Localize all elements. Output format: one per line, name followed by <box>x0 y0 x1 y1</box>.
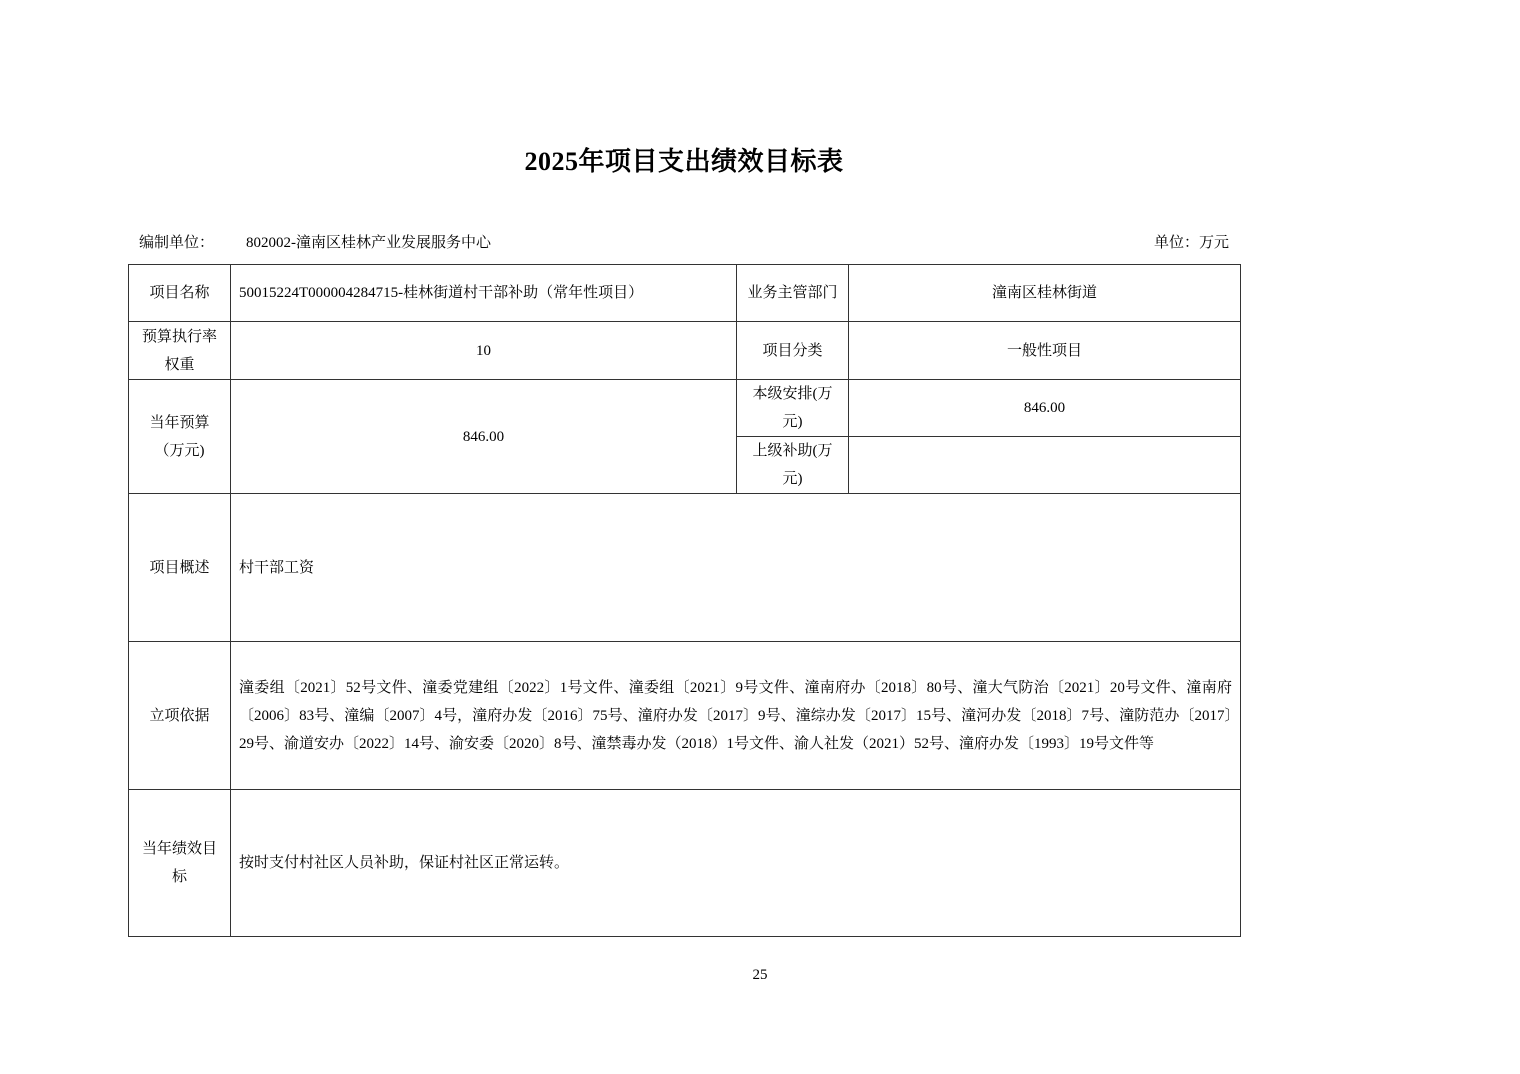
table-row <box>129 380 1241 437</box>
table-row <box>129 322 1241 380</box>
org-value: 802002-潼南区桂林产业发展服务中心 <box>246 235 492 251</box>
org-line <box>139 231 491 252</box>
budget-label: 当年预算（万元) <box>129 380 231 494</box>
overview-value: 村干部工资 <box>231 494 1241 642</box>
upper-value <box>849 437 1241 494</box>
unit-label: 单位：万元 <box>1153 235 1229 251</box>
performance-target-table <box>128 264 1241 937</box>
org-label: 编制单位： <box>139 235 215 251</box>
table-row <box>129 265 1241 322</box>
category-label: 项目分类 <box>737 322 849 380</box>
table-row <box>129 790 1241 937</box>
goal-label: 当年绩效目标 <box>129 790 231 937</box>
basis-value: 潼委组〔2021〕52号文件、潼委党建组〔2022〕1号文件、潼委组〔2021〕9号文件、潼南府办〔2018〕80号、潼大气防治〔2021〕20号文件、潼南府〔2006〕83号、潼编〔2007〕4号，潼府办发〔2016〕75号、潼府办发〔2017〕9号、潼综办发〔2017〕15号、潼河办发〔2018〕7号、潼防范办〔2017〕29号、渝道安办〔2022〕14号、渝安委〔2020〕8号、潼禁毒办发（2018）1号文件、渝人社发（2021）52号、潼府办发〔1993〕19号文件等 <box>231 642 1241 790</box>
page-title: 2025年项目支出绩效目标表 <box>524 147 844 176</box>
dept-value: 潼南区桂林街道 <box>849 265 1241 322</box>
overview-label: 项目概述 <box>129 494 231 642</box>
exec-weight-label: 预算执行率权重 <box>129 322 231 380</box>
table-row <box>129 642 1241 790</box>
project-name-label: 项目名称 <box>129 265 231 322</box>
page-number: 25 <box>752 967 768 983</box>
category-value: 一般性项目 <box>849 322 1241 380</box>
dept-label: 业务主管部门 <box>737 265 849 322</box>
goal-value: 按时支付村社区人员补助，保证村社区正常运转。 <box>231 790 1241 937</box>
upper-label: 上级补助(万元) <box>737 437 849 494</box>
local-value: 846.00 <box>849 380 1241 437</box>
table-row <box>129 494 1241 642</box>
budget-value: 846.00 <box>231 380 737 494</box>
local-label: 本级安排(万元) <box>737 380 849 437</box>
project-name-value: 50015224T000004284715-桂林街道村干部补助（常年性项目） <box>231 265 737 322</box>
basis-label: 立项依据 <box>129 642 231 790</box>
exec-weight-value: 10 <box>231 322 737 380</box>
